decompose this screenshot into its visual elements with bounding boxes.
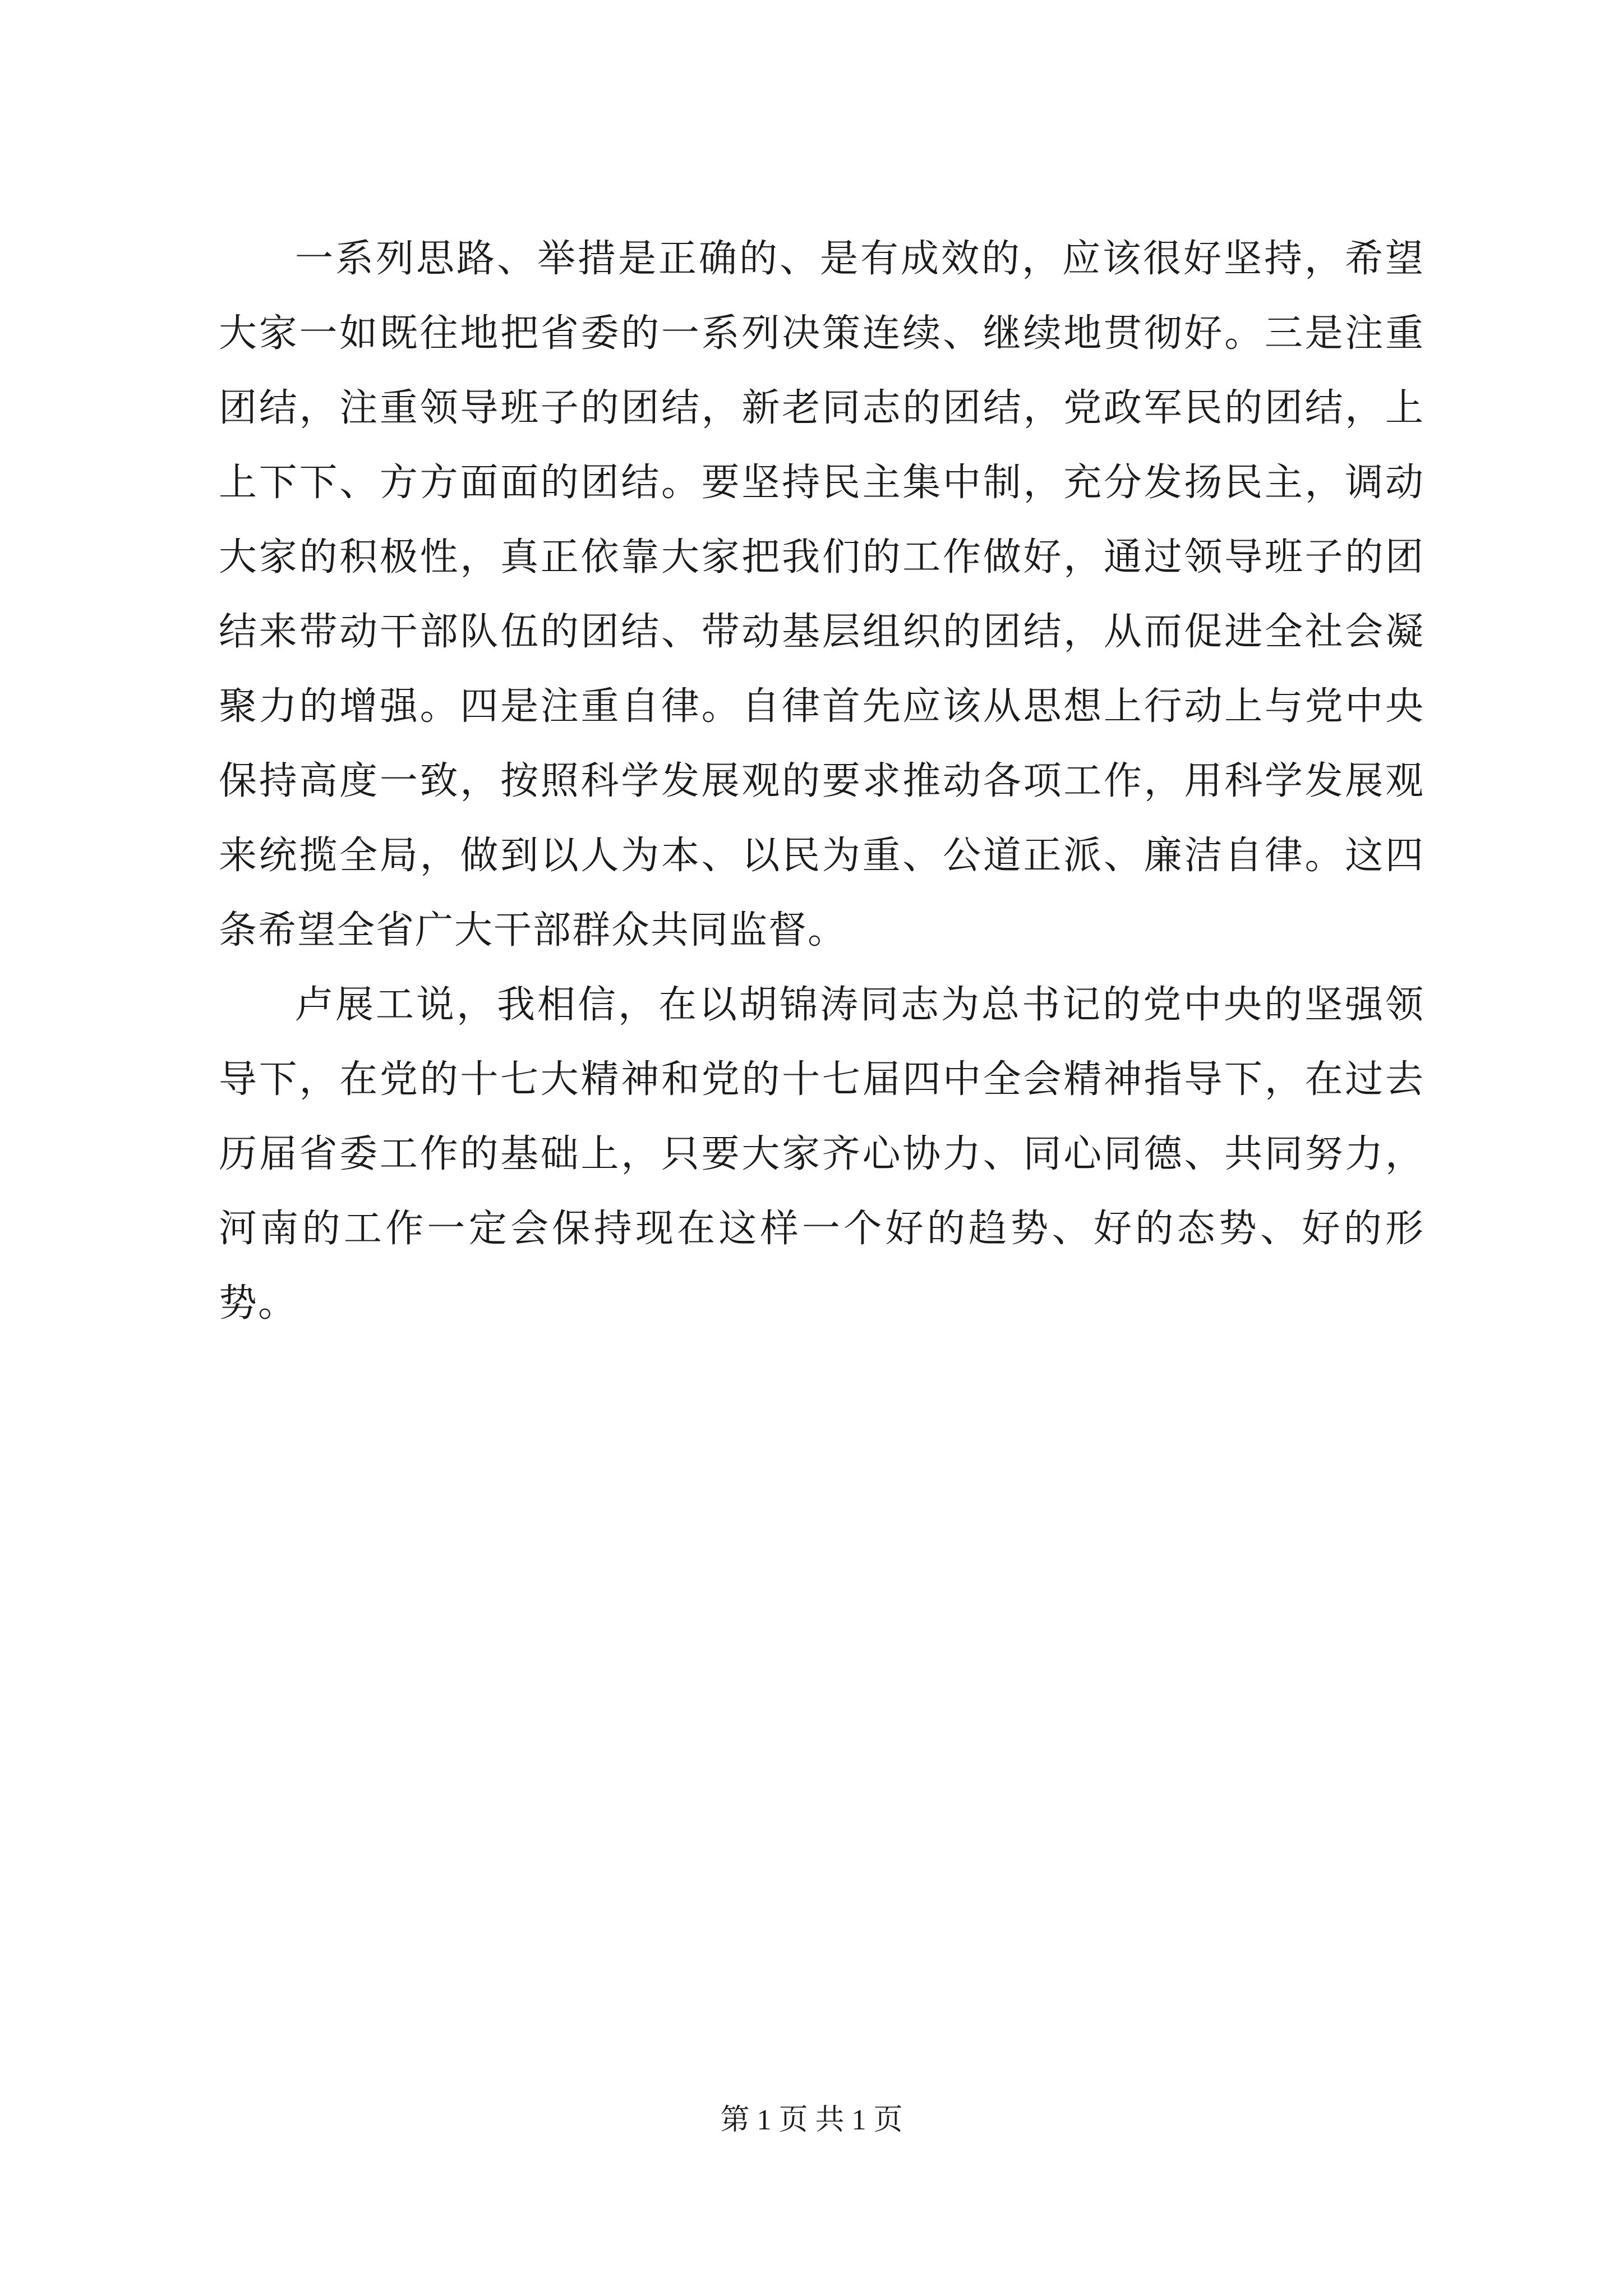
page-number-label: 第 1 页 共 1 页 — [720, 2104, 903, 2136]
document-body — [219, 222, 1424, 1341]
paragraph-2: 卢展工说，我相信，在以胡锦涛同志为总书记的党中央的坚强领导下，在党的十七大精神和党的十七届四中全会精神指导下，在过去历届省委工作的基础上，只要大家齐心协力、同心同德、共同努力，河南的工作一定会保持现在这样一个好的趋势、好的态势、好的形势。 — [219, 983, 1424, 1326]
page-footer — [0, 2101, 1623, 2140]
paragraph-1: 一系列思路、举措是正确的、是有成效的，应该很好坚持，希望大家一如既往地把省委的一系列决策连续、继续地贯彻好。三是注重团结，注重领导班子的团结，新老同志的团结，党政军民的团结，上上下下、方方面面的团结。要坚持民主集中制，充分发扬民主，调动大家的积极性，真正依靠大家把我们的工作做好，通过领导班子的团结来带动干部队伍的团结、带动基层组织的团结，从而促进全社会凝聚力的增强。四是注重自律。自律首先应该从思想上行动上与党中央保持高度一致，按照科学发展观的要求推动各项工作，用科学发展观来统揽全局，做到以人为本、以民为重、公道正派、廉洁自律。这四条希望全省广大干部群众共同监督。 — [219, 237, 1424, 953]
